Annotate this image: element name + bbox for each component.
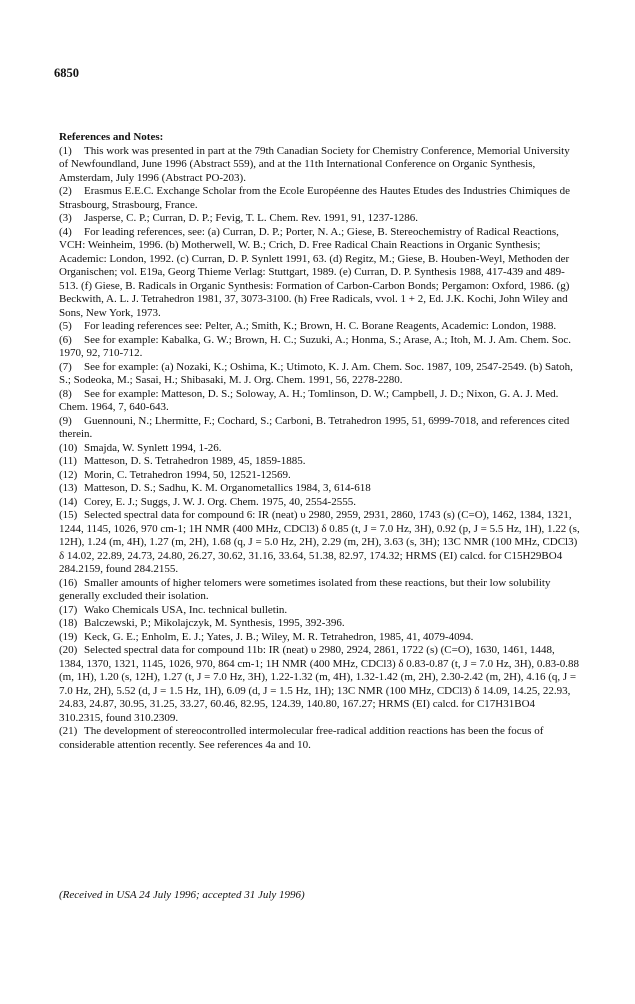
reference-number: (12) bbox=[59, 468, 78, 481]
reference-item bbox=[59, 361, 581, 388]
reference-item bbox=[59, 496, 581, 510]
reference-item bbox=[59, 226, 581, 321]
reference-item bbox=[59, 604, 581, 618]
reference-number: (8) bbox=[59, 387, 72, 400]
reference-item bbox=[59, 320, 581, 334]
received-accepted-note: (Received in USA 24 July 1996; accepted 31 July 1996) bbox=[59, 889, 305, 901]
reference-text: See for example: Kabalka, G. W.; Brown, H. C.; Suzuki, A.; Honma, S.; Arase, A.; Itoh, M. J. Am. Chem. Soc. 1970, 92, 710-712. bbox=[59, 333, 572, 359]
reference-item bbox=[59, 185, 581, 212]
reference-item bbox=[59, 644, 581, 725]
reference-item bbox=[59, 415, 581, 442]
reference-number: (11) bbox=[59, 455, 77, 467]
reference-number: (16) bbox=[59, 576, 78, 589]
reference-text: For leading references, see: (a) Curran, D. P.; Porter, N. A.; Giese, B. Stereochemistry of Radical Reactions, VCH: Weinheim, 1996. (b) Motherwell, W. B.; Crich, D. Free Radical Chain Reactions in Organic Synthesis; Academic: London, 1992. (c) Curran, D. P. Synlett 1991, 63. (d) Regitz, M.; Giese, B. Houben-Weyl, Methoden der Organischen; vol. E19a, Georg Thieme Verlag: Stuttgart, 1989. (e) Curran, D. P. Synthesis 1988, 417-439 and 489-513. (f) Giese, B. Radicals in Organic Synthesis: Formation of Carbon-Carbon Bonds; Pergamon: Oxford, 1986. (g) Beckwith, A. L. J. Tetrahedron 1981, 37, 3073-3100. (h) Free Radicals, vvol. 1 + 2, Ed. J.K. Kochi, John Wiley and Sons, New York, 1973. bbox=[59, 225, 570, 319]
reference-number: (5) bbox=[59, 320, 72, 332]
reference-text: This work was presented in part at the 79th Canadian Society for Chemistry Conference, Memorial University of Newfoundland, June 1996 (Abstract 559), and at the 11th International Conference on Organic Synthesis, Amsterdam, July 1996 (Abstract PO-203). bbox=[59, 144, 570, 184]
reference-number: (15) bbox=[59, 509, 78, 521]
reference-item bbox=[59, 725, 581, 752]
reference-item bbox=[59, 455, 581, 469]
reference-text: Jasperse, C. P.; Curran, D. P.; Fevig, T. L. Chem. Rev. 1991, 91, 1237-1286. bbox=[84, 212, 419, 224]
reference-item bbox=[59, 442, 581, 456]
reference-text: Balczewski, P.; Mikolajczyk, M. Synthesis, 1995, 392-396. bbox=[84, 617, 345, 629]
reference-item bbox=[59, 145, 581, 186]
reference-number: (4) bbox=[59, 225, 72, 238]
reference-text: Corey, E. J.; Suggs, J. W. J. Org. Chem. 1975, 40, 2554-2555. bbox=[84, 495, 356, 508]
reference-text: Morin, C. Tetrahedron 1994, 50, 12521-12569. bbox=[84, 468, 291, 481]
reference-item bbox=[59, 334, 581, 361]
reference-text: The development of stereocontrolled intermolecular free-radical addition reactions has been the focus of considerable attention recently. See references 4a and 10. bbox=[59, 725, 544, 751]
reference-number: (10) bbox=[59, 441, 78, 454]
reference-number: (19) bbox=[59, 630, 78, 643]
reference-text: See for example: (a) Nozaki, K.; Oshima, K.; Utimoto, K. J. Am. Chem. Soc. 1987, 109, 2547-2549. (b) Satoh, S.; Sodeoka, M.; Sasai, H.; Shibasaki, M. J. Org. Chem. 1991, 56, 2278-2280. bbox=[59, 360, 573, 386]
reference-item bbox=[59, 482, 581, 496]
reference-number: (6) bbox=[59, 333, 72, 346]
reference-item bbox=[59, 577, 581, 604]
reference-text: Selected spectral data for compound 6: IR (neat) υ 2980, 2959, 2931, 2860, 1743 (s) (C=O), 1462, 1384, 1321, 1244, 1145, 1026, 970 cm-1; 1H NMR (400 MHz, CDCl3) δ 0.85 (t, J = 7.0 Hz, 3H), 0.92 (p, J = 5.5 Hz, 1H), 1.22 (s, 12H), 1.24 (m, 4H), 1.27 (m, 2H), 1.68 (q, J = 5.0 Hz, 2H), 2.29 (m, 2H), 3.63 (s, 3H); 13C NMR (100 MHz, CDCl3) δ 14.02, 22.89, 24.73, 24.80, 26.27, 30.62, 31.16, 33.64, 51.38, 82.97, 174.32; HRMS (EI) calcd. for C15H29BO4 284.2159, found 284.2155. bbox=[59, 509, 580, 575]
reference-number: (20) bbox=[59, 644, 78, 656]
reference-text: See for example: Matteson, D. S.; Soloway, A. H.; Tomlinson, D. W.; Campbell, J. D.; Nixon, G. A. J. Med. Chem. 1964, 7, 640-643. bbox=[59, 387, 559, 413]
reference-text: Matteson, D. S. Tetrahedron 1989, 45, 1859-1885. bbox=[84, 455, 306, 467]
reference-text: Guennouni, N.; Lhermitte, F.; Cochard, S.; Carboni, B. Tetrahedron 1995, 51, 6999-7018, and references cited therein. bbox=[59, 414, 570, 440]
reference-text: Smajda, W. Synlett 1994, 1-26. bbox=[84, 441, 222, 454]
reference-number: (18) bbox=[59, 617, 78, 629]
reference-text: Smaller amounts of higher telomers were sometimes isolated from these reactions, but their low solubility generally excluded their isolation. bbox=[59, 576, 551, 602]
reference-item bbox=[59, 469, 581, 483]
reference-number: (2) bbox=[59, 185, 72, 197]
reference-item bbox=[59, 212, 581, 226]
references-section bbox=[59, 131, 581, 752]
reference-number: (7) bbox=[59, 360, 72, 373]
reference-item bbox=[59, 388, 581, 415]
reference-item bbox=[59, 509, 581, 577]
reference-item bbox=[59, 631, 581, 645]
reference-number: (9) bbox=[59, 414, 72, 427]
reference-text: Wako Chemicals USA, Inc. technical bulletin. bbox=[84, 603, 288, 616]
reference-number: (21) bbox=[59, 725, 78, 737]
reference-text: Matteson, D. S.; Sadhu, K. M. Organometallics 1984, 3, 614-618 bbox=[84, 482, 371, 494]
reference-number: (3) bbox=[59, 212, 72, 224]
section-title: References and Notes: bbox=[59, 131, 164, 143]
reference-number: (13) bbox=[59, 482, 78, 494]
page-number: 6850 bbox=[54, 66, 79, 80]
reference-text: Keck, G. E.; Enholm, E. J.; Yates, J. B.; Wiley, M. R. Tetrahedron, 1985, 41, 4079-4094. bbox=[84, 630, 474, 643]
reference-number: (17) bbox=[59, 603, 78, 616]
reference-text: For leading references see: Pelter, A.; Smith, K.; Brown, H. C. Borane Reagents, Academic: London, 1988. bbox=[84, 320, 557, 332]
reference-item bbox=[59, 617, 581, 631]
reference-number: (14) bbox=[59, 495, 78, 508]
reference-number: (1) bbox=[59, 144, 72, 157]
reference-text: Selected spectral data for compound 11b: IR (neat) υ 2980, 2924, 2861, 1722 (s) (C=O), 1630, 1461, 1448, 1384, 1370, 1321, 1145, 1026, 970, 864 cm-1; 1H NMR (400 MHz, CDCl3) δ 0.83-0.87 (t, J = 7.0 Hz, 3H), 0.83-0.88 (m, 1H), 1.20 (s, 12H), 1.27 (t, J = 7.0 Hz, 3H), 1.22-1.32 (m, 4H), 1.32-1.42 (m, 2H), 2.30-2.42 (m, 2H), 4.16 (q, J = 7.0 Hz, 2H), 5.52 (d, J = 1.5 Hz, 1H), 6.09 (d, J = 1.5 Hz, 1H); 13C NMR (100 MHz, CDCl3) δ 14.09, 14.25, 22.93, 24.83, 24.87, 30.95, 31.25, 33.27, 60.46, 82.95, 124.39, 140.80, 167.27; HRMS (EI) calcd. for C17H31BO4 310.2315, found 310.2309. bbox=[59, 644, 580, 724]
reference-text: Erasmus E.E.C. Exchange Scholar from the Ecole Européenne des Hautes Etudes des Industries Chimiques de Strasbourg, Strasbourg, France. bbox=[59, 185, 571, 211]
